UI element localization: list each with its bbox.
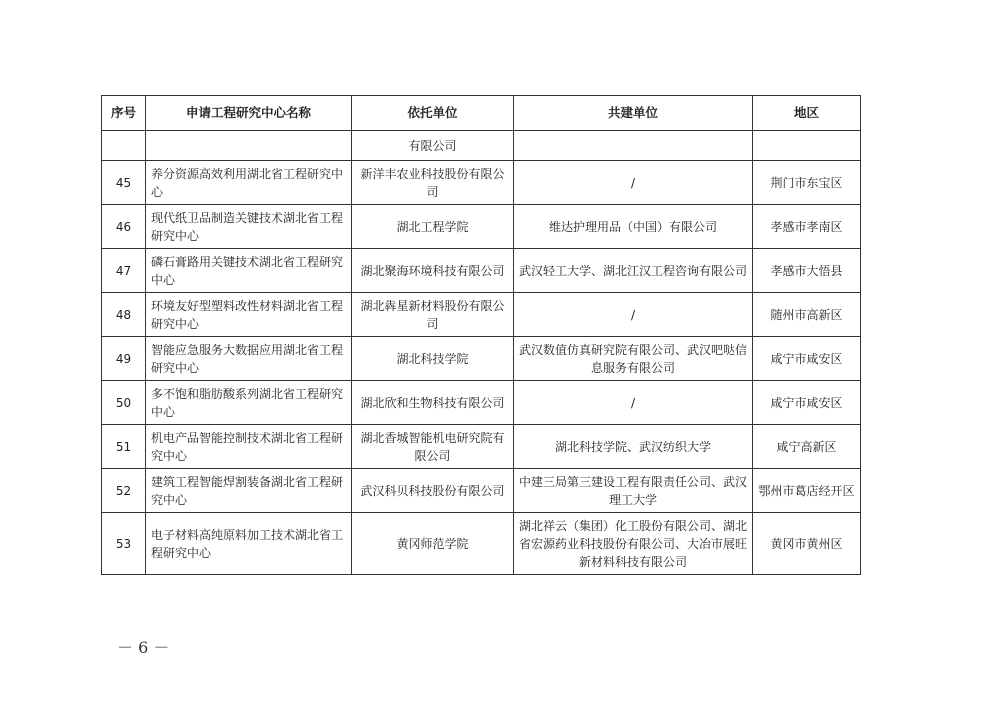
cell-host-unit: 黄冈师范学院 [352,513,514,575]
cell-partner-unit: 武汉数值仿真研究院有限公司、武汉吧哒信息服务有限公司 [514,337,753,381]
cell-host-unit: 湖北犇星新材料股份有限公司 [352,293,514,337]
header-region: 地区 [753,96,861,131]
header-host-unit: 依托单位 [352,96,514,131]
cell-center-name: 建筑工程智能焊割装备湖北省工程研究中心 [146,469,352,513]
table-row [102,381,861,425]
cell-partner-unit: 湖北祥云（集团）化工股份有限公司、湖北省宏源药业科技股份有限公司、大冶市展旺新材料科技有限公司 [514,513,753,575]
cell-host-unit: 湖北科技学院 [352,337,514,381]
table-row [102,131,861,161]
cell-serial: 51 [102,425,146,469]
cell-region: 咸宁高新区 [753,425,861,469]
cell-center-name: 环境友好型塑料改性材料湖北省工程研究中心 [146,293,352,337]
cell-center-name: 多不饱和脂肪酸系列湖北省工程研究中心 [146,381,352,425]
table-row [102,161,861,205]
cell-partner-unit: 维达护理用品（中国）有限公司 [514,205,753,249]
cell-region: 孝感市大悟县 [753,249,861,293]
page-number: － 6 － [117,638,170,657]
cell-region [753,131,861,161]
cell-center-name: 机电产品智能控制技术湖北省工程研究中心 [146,425,352,469]
cell-serial [102,131,146,161]
cell-partner-unit: / [514,293,753,337]
table-row [102,205,861,249]
table-row [102,469,861,513]
table-row [102,337,861,381]
cell-center-name: 电子材料高纯原料加工技术湖北省工程研究中心 [146,513,352,575]
cell-serial: 47 [102,249,146,293]
cell-host-unit: 湖北工程学院 [352,205,514,249]
cell-partner-unit: / [514,161,753,205]
cell-host-unit: 新洋丰农业科技股份有限公司 [352,161,514,205]
projects-table [101,95,861,575]
cell-region: 随州市高新区 [753,293,861,337]
cell-serial: 50 [102,381,146,425]
cell-center-name: 现代纸卫品制造关键技术湖北省工程研究中心 [146,205,352,249]
cell-center-name [146,131,352,161]
header-partner-unit: 共建单位 [514,96,753,131]
table-row [102,293,861,337]
header-serial: 序号 [102,96,146,131]
cell-serial: 45 [102,161,146,205]
cell-host-unit: 武汉科贝科技股份有限公司 [352,469,514,513]
cell-region: 咸宁市咸安区 [753,337,861,381]
table-header-row [102,96,861,131]
cell-region: 荆门市东宝区 [753,161,861,205]
cell-partner-unit: 湖北科技学院、武汉纺织大学 [514,425,753,469]
cell-serial: 49 [102,337,146,381]
cell-serial: 52 [102,469,146,513]
cell-host-unit: 湖北聚海环境科技有限公司 [352,249,514,293]
table-row [102,425,861,469]
cell-serial: 53 [102,513,146,575]
cell-center-name: 智能应急服务大数据应用湖北省工程研究中心 [146,337,352,381]
cell-center-name: 养分资源高效利用湖北省工程研究中心 [146,161,352,205]
header-center-name: 申请工程研究中心名称 [146,96,352,131]
cell-partner-unit: 中建三局第三建设工程有限责任公司、武汉理工大学 [514,469,753,513]
cell-center-name: 磷石膏路用关键技术湖北省工程研究中心 [146,249,352,293]
cell-region: 鄂州市葛店经开区 [753,469,861,513]
cell-serial: 48 [102,293,146,337]
cell-region: 孝感市孝南区 [753,205,861,249]
cell-host-unit: 湖北香城智能机电研究院有限公司 [352,425,514,469]
table-row [102,513,861,575]
table-row [102,249,861,293]
cell-serial: 46 [102,205,146,249]
cell-partner-unit: / [514,381,753,425]
cell-region: 黄冈市黄州区 [753,513,861,575]
cell-partner-unit [514,131,753,161]
cell-host-unit: 湖北欣和生物科技有限公司 [352,381,514,425]
cell-partner-unit: 武汉轻工大学、湖北江汉工程咨询有限公司 [514,249,753,293]
cell-host-unit: 有限公司 [352,131,514,161]
cell-region: 咸宁市咸安区 [753,381,861,425]
